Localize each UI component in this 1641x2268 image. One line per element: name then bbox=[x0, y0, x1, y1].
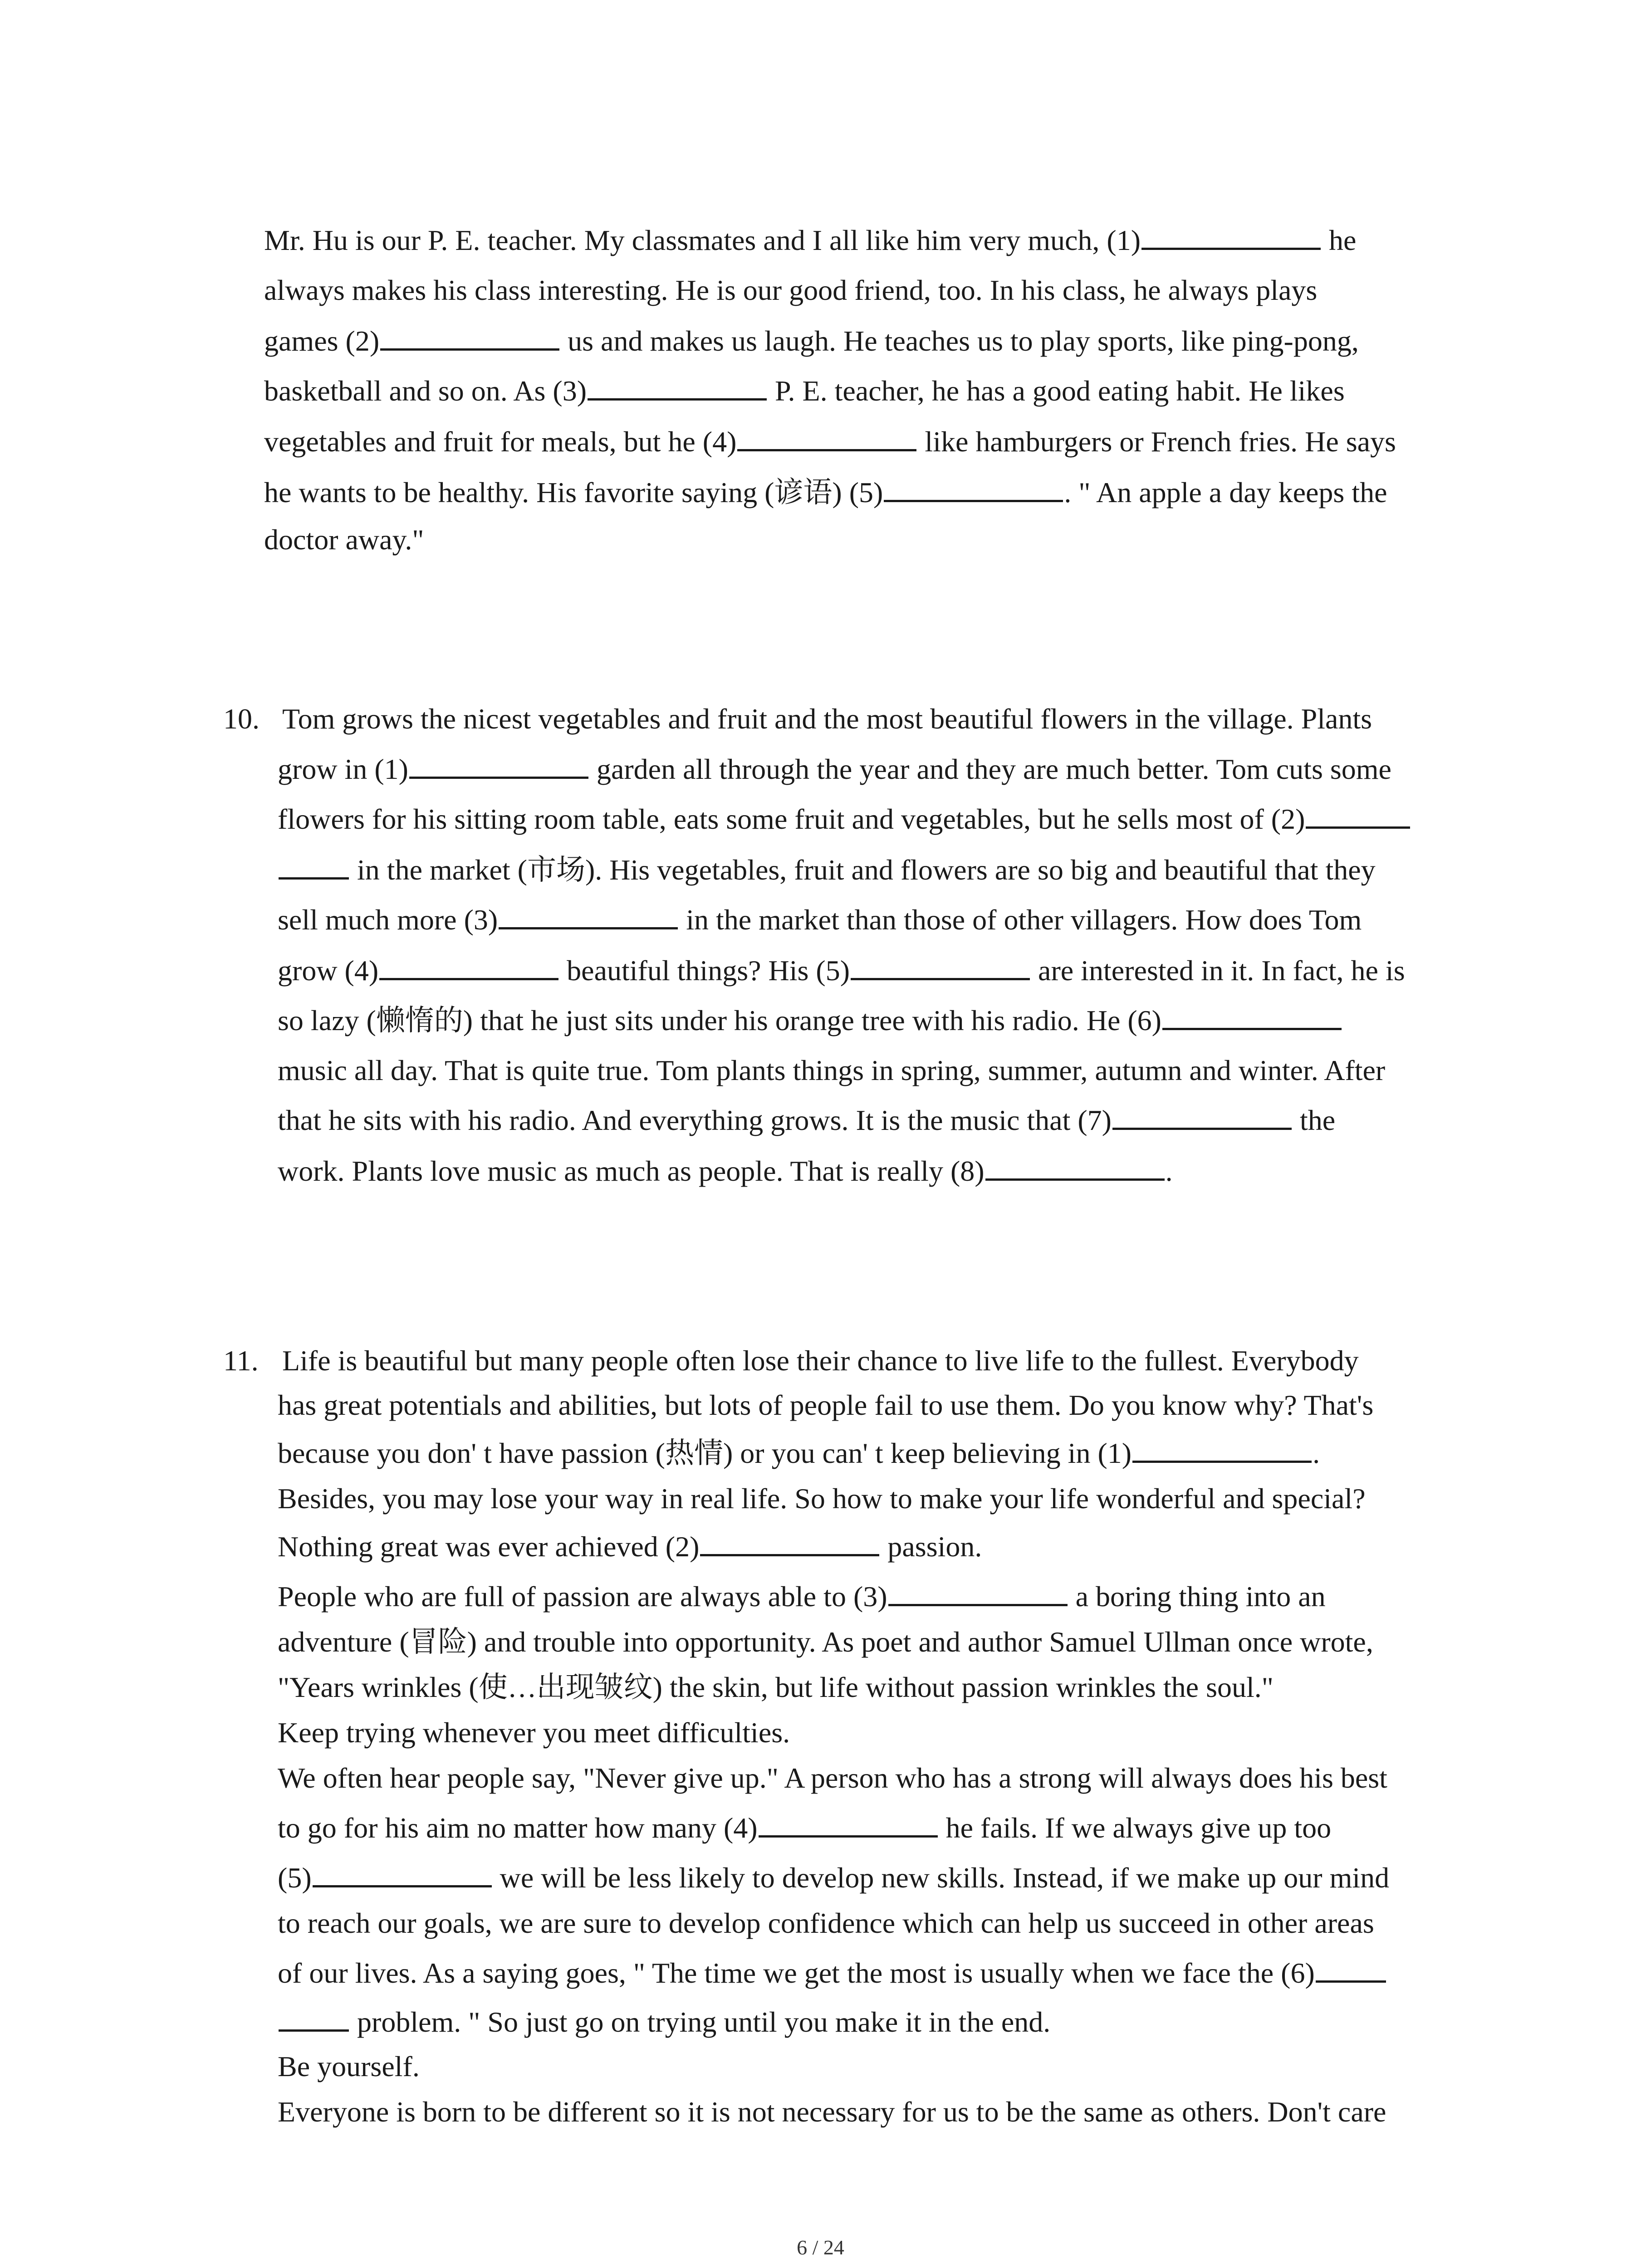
text-line: that he sits with his radio. And everything grows. It is the music that (7) the bbox=[278, 1102, 1335, 1139]
answer-blank-2[interactable] bbox=[1306, 801, 1410, 829]
text-line: in the market (市场). His vegetables, fruit and flowers are so big and beautiful that they bbox=[278, 852, 1376, 888]
text-line: to go for his aim no matter how many (4) he fails. If we always give up too bbox=[278, 1810, 1331, 1846]
text-line: always makes his class interesting. He is our good friend, too. In his class, he always plays bbox=[264, 274, 1318, 306]
text-line: grow (4) beautiful things? His (5) are interested in it. In fact, he is bbox=[278, 953, 1405, 989]
answer-blank-5[interactable] bbox=[884, 474, 1063, 502]
answer-blank-6[interactable] bbox=[1316, 1955, 1386, 1983]
text-line: Tom grows the nicest vegetables and fruit and the most beautiful flowers in the village. Plants bbox=[282, 703, 1372, 735]
answer-blank-3[interactable] bbox=[588, 373, 767, 401]
answer-blank-5[interactable] bbox=[313, 1860, 492, 1887]
text-line: doctor away." bbox=[264, 523, 424, 556]
text-line: adventure (冒险) and trouble into opportunity. As poet and author Samuel Ullman once wrote, bbox=[278, 1626, 1373, 1658]
question-number: 10. bbox=[223, 703, 260, 735]
text-line: We often hear people say, "Never give up." A person who has a strong will always does his best bbox=[278, 1762, 1387, 1794]
answer-blank-3[interactable] bbox=[888, 1579, 1068, 1606]
text-line: so lazy (懒惰的) that he just sits under his orange tree with his radio. He (6) bbox=[278, 1002, 1342, 1039]
answer-blank-2[interactable] bbox=[700, 1529, 879, 1556]
text-line: of our lives. As a saying goes, " The time we get the most is usually when we face the (6) bbox=[278, 1955, 1387, 1991]
text-line: games (2) us and makes us laugh. He teaches us to play sports, like ping-pong, bbox=[264, 323, 1359, 359]
text-line: (5) we will be less likely to develop new skills. Instead, if we make up our mind bbox=[278, 1860, 1389, 1896]
answer-blank-8[interactable] bbox=[985, 1153, 1165, 1181]
text-line: Be yourself. bbox=[278, 2050, 420, 2082]
text-line: Nothing great was ever achieved (2) passion. bbox=[278, 1529, 982, 1565]
text-line: he wants to be healthy. His favorite saying (谚语) (5) . " An apple a day keeps the bbox=[264, 474, 1387, 511]
answer-blank-3[interactable] bbox=[499, 902, 678, 929]
question-number: 11. bbox=[223, 1344, 259, 1377]
answer-blank-4[interactable] bbox=[759, 1810, 938, 1838]
answer-blank-4[interactable] bbox=[379, 953, 558, 980]
answer-blank-4[interactable] bbox=[737, 424, 916, 451]
text-line: work. Plants love music as much as people. That is really (8) . bbox=[278, 1153, 1173, 1189]
answer-blank-6-continued[interactable] bbox=[279, 2004, 349, 2032]
answer-blank-2[interactable] bbox=[380, 323, 559, 351]
text-line: music all day. That is quite true. Tom plants things in spring, summer, autumn and winter. After bbox=[278, 1054, 1386, 1086]
text-line: Life is beautiful but many people often lose their chance to live life to the fullest. Everybody bbox=[282, 1344, 1359, 1377]
text-line: Mr. Hu is our P. E. teacher. My classmates and I all like him very much, (1) he bbox=[264, 222, 1356, 259]
text-line: basketball and so on. As (3) P. E. teacher, he has a good eating habit. He likes bbox=[264, 373, 1345, 409]
answer-blank-1[interactable] bbox=[1141, 222, 1321, 250]
text-line: Keep trying whenever you meet difficulties. bbox=[278, 1716, 790, 1749]
answer-blank-1[interactable] bbox=[1132, 1435, 1312, 1463]
text-line: Besides, you may lose your way in real life. So how to make your life wonderful and special? bbox=[278, 1482, 1366, 1515]
answer-blank-1[interactable] bbox=[409, 751, 588, 779]
text-line: sell much more (3) in the market than those of other villagers. How does Tom bbox=[278, 902, 1362, 938]
text-line: because you don' t have passion (热情) or you can' t keep believing in (1) . bbox=[278, 1435, 1320, 1471]
text-line: Everyone is born to be different so it is not necessary for us to be the same as others. Don't care bbox=[278, 2096, 1386, 2128]
text-line: problem. " So just go on trying until you make it in the end. bbox=[278, 2004, 1050, 2040]
text-line: People who are full of passion are always able to (3) a boring thing into an bbox=[278, 1579, 1326, 1615]
answer-blank-5[interactable] bbox=[851, 953, 1030, 980]
answer-blank-6[interactable] bbox=[1162, 1002, 1342, 1030]
text-line: flowers for his sitting room table, eats some fruit and vegetables, but he sells most of (2) bbox=[278, 801, 1411, 837]
text-line: vegetables and fruit for meals, but he (4) like hamburgers or French fries. He says bbox=[264, 424, 1396, 460]
text-line: grow in (1) garden all through the year and they are much better. Tom cuts some bbox=[278, 751, 1391, 787]
answer-blank-2-continued[interactable] bbox=[279, 852, 349, 880]
answer-blank-7[interactable] bbox=[1112, 1102, 1292, 1130]
text-line: has great potentials and abilities, but lots of people fail to use them. Do you know why? That's bbox=[278, 1389, 1374, 1421]
page-number: 6 / 24 bbox=[797, 2236, 844, 2259]
text-line: "Years wrinkles (使…出现皱纹) the skin, but life without passion wrinkles the soul." bbox=[278, 1671, 1274, 1703]
text-line: to reach our goals, we are sure to develop confidence which can help us succeed in other areas bbox=[278, 1907, 1374, 1939]
